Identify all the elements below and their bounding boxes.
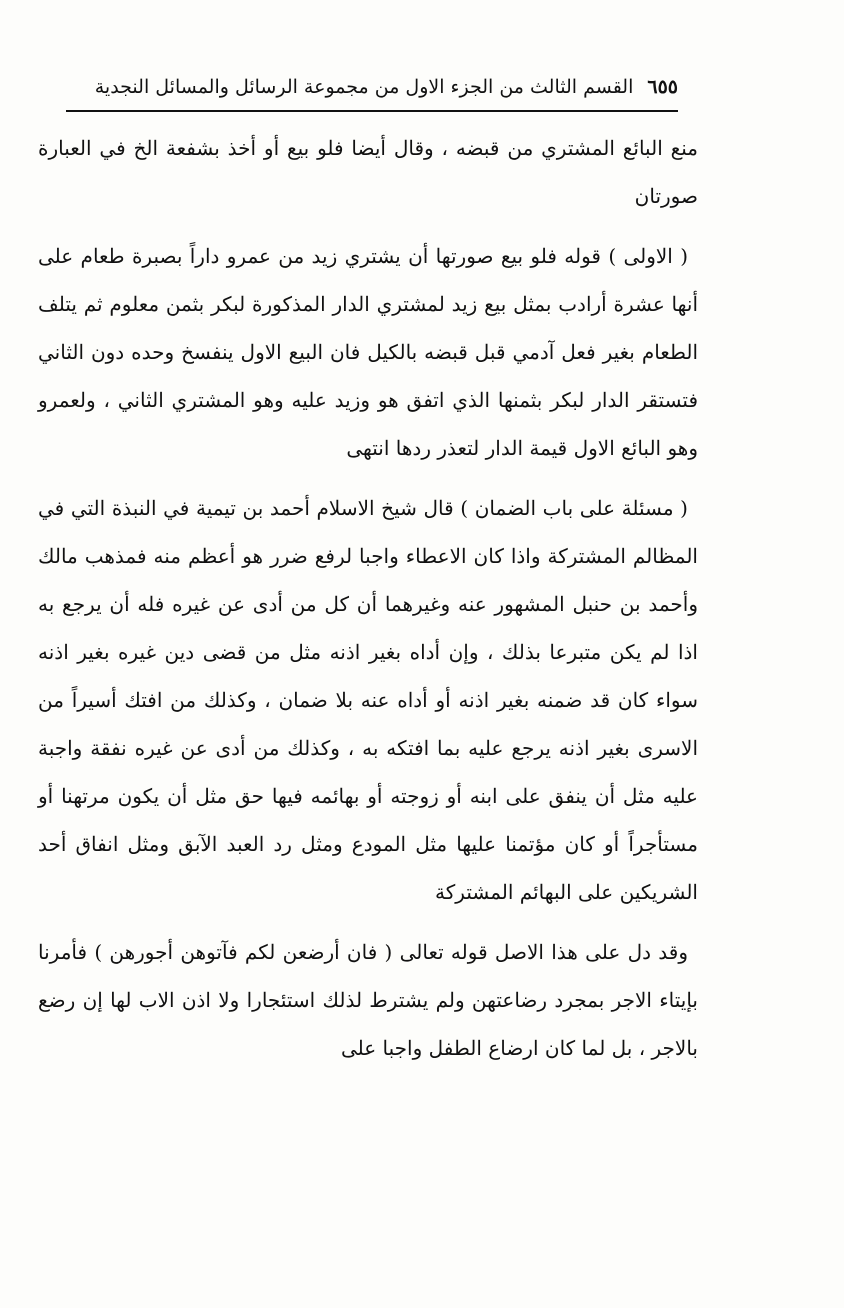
paragraph-evidence: وقد دل على هذا الاصل قوله تعالى ( فان أرضعن لكم فآتوهن أجورهن ) فأمرنا بإيتاء الاجر بمجرد رضاعتهن ولم يشترط لذلك استئجارا ولا اذن الاب لها إن رضع بالاجر ، بل لما كان ارضاع الطفل واجبا على	[38, 940, 698, 1060]
header-divider	[66, 110, 678, 112]
page-body	[38, 124, 698, 1072]
page-number: ٦٥٥	[647, 76, 678, 98]
page-header	[66, 72, 678, 102]
paragraph-guarantee-issue: ( مسئلة على باب الضمان ) قال شيخ الاسلام أحمد بن تيمية في النبذة التي في المظالم المشتركة واذا كان الاعطاء واجبا لرفع ضرر هو أعظم منه فمذهب مالك وأحمد بن حنبل المشهور عنه وغيرهما أن كل من أدى عن غيره فله أن يرجع به اذا لم يكن متبرعا بذلك ، وإن أداه بغير اذنه مثل من قضى دين غيره بغير اذنه سواء كان قد ضمنه بغير اذنه أو أداه عنه بلا ضمان ، وكذلك من افتك أسيراً من الاسرى بغير اذنه يرجع عليه بما افتكه به ، وكذلك من أدى عن غيره نفقة واجبة عليه مثل أن ينفق على ابنه أو زوجته أو بهائمه فيها حق مثل أن يكون مرتهنا أو مستأجراً أو كان مؤتمنا عليها مثل المودع ومثل رد العبد الآبق ومثل انفاق أحد الشريكين على البهائم المشتركة	[38, 496, 698, 904]
paragraph-first-form: ( الاولى ) قوله فلو بيع صورتها أن يشتري زيد من عمرو داراً بصبرة طعام على أنها عشرة أرادب بمثل بيع زيد لمشتري الدار المذكورة لبكر بثمن معلوم ثم يتلف الطعام بغير فعل آدمي قبل قبضه بالكيل فان البيع الاول ينفسخ وحده دون الثاني فتستقر الدار لبكر بثمنها الذي اتفق هو وزيد عليه وهو المشتري الثاني ، ولعمرو وهو البائع الاول قيمة الدار لتعذر ردها انتهى	[38, 244, 698, 460]
running-title: القسم الثالث من الجزء الاول من مجموعة الرسائل والمسائل النجدية	[94, 76, 634, 98]
paragraph-continuation: منع البائع المشتري من قبضه ، وقال أيضا فلو بيع أو أخذ بشفعة الخ في العبارة صورتان	[38, 136, 698, 208]
